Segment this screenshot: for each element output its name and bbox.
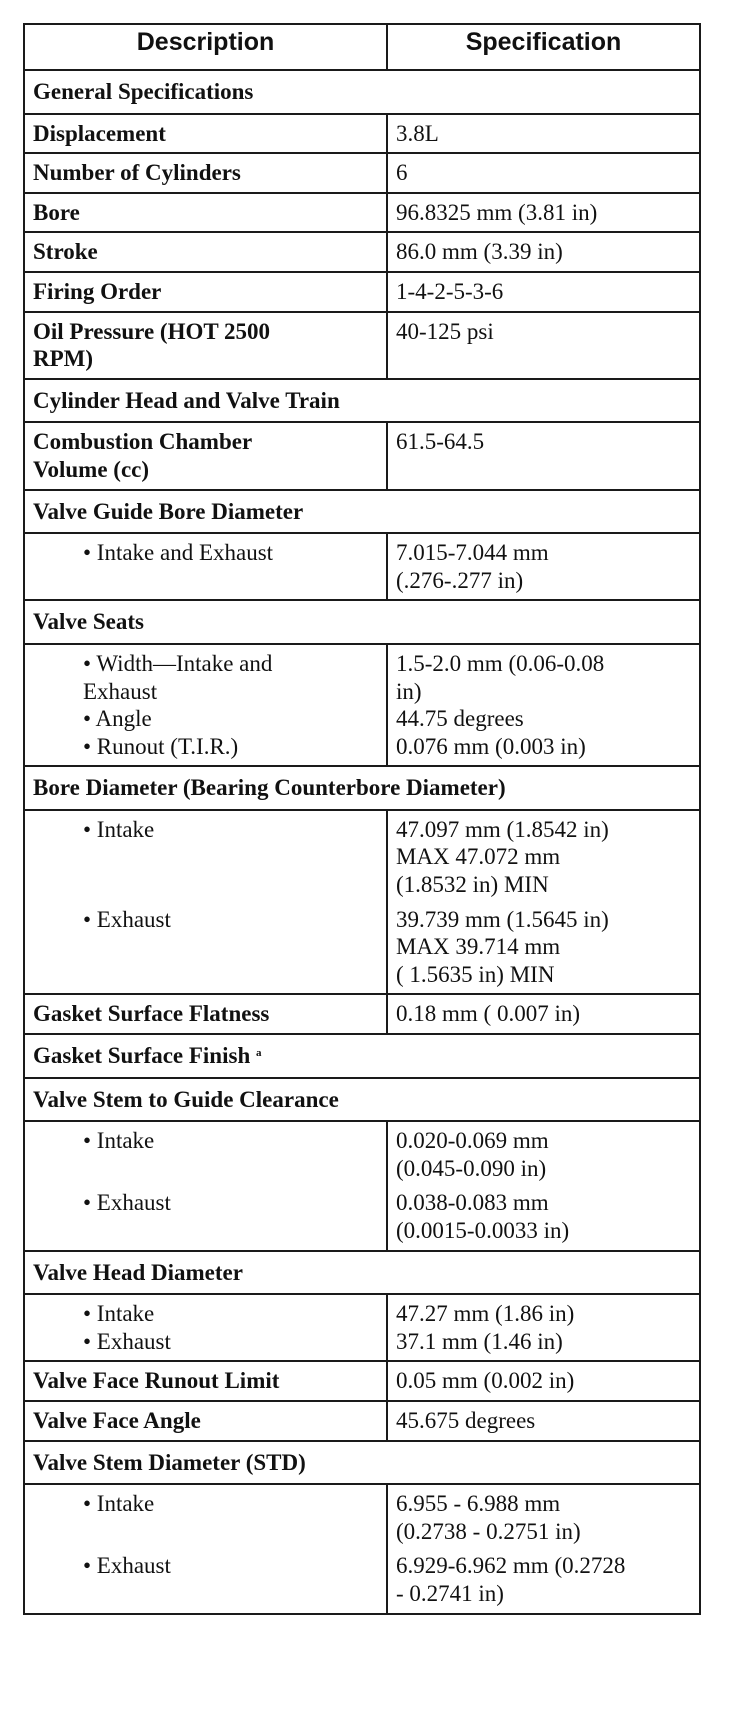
row-label [24, 422, 387, 489]
section-valve-guide-bore [24, 490, 700, 534]
row-label [24, 1484, 387, 1613]
row-label [24, 810, 387, 995]
table-row-bore-diameter [24, 810, 700, 995]
header-description: Description [24, 24, 387, 70]
row-value-line: 0.020-0.069 mm [396, 1128, 549, 1154]
row-value: 0.18 mm ( 0.007 in) [387, 994, 700, 1034]
row-value [387, 1294, 700, 1361]
row-label-line: Oil Pressure (HOT 2500 [33, 318, 271, 344]
row-label-line: • Exhaust [83, 1328, 171, 1354]
row-label-line: • Exhaust [83, 906, 171, 932]
row-value-line: - 0.2741 in) [396, 1580, 504, 1606]
row-label [24, 1294, 387, 1361]
row-value: 45.675 degrees [387, 1401, 700, 1441]
row-label [24, 1121, 387, 1250]
section-bore-diameter [24, 766, 700, 810]
section-valve-seats [24, 600, 700, 644]
row-value: 3.8L [387, 114, 700, 154]
row-value-line: 39.739 mm (1.5645 in) [396, 906, 609, 932]
row-value-line: (0.0015-0.0033 in) [396, 1218, 570, 1243]
row-label: Valve Face Runout Limit [24, 1361, 387, 1401]
row-value-line: MAX 39.714 mm [396, 934, 561, 960]
row-label-line: • Exhaust [83, 1190, 171, 1216]
footnote-marker: a [255, 1047, 262, 1060]
section-heading: Valve Stem to Guide Clearance [24, 1078, 700, 1122]
section-stem-diameter [24, 1441, 700, 1485]
table-row-stroke [24, 232, 700, 272]
row-value-line: in) [396, 678, 422, 704]
row-value-line: 47.097 mm (1.8542 in) [396, 816, 609, 842]
section-valve-head-diameter [24, 1251, 700, 1295]
row-value [387, 1484, 700, 1613]
row-value-line: 0.038-0.083 mm [396, 1190, 549, 1216]
table-row-stem-diameter [24, 1484, 700, 1613]
table-row-cylinders [24, 153, 700, 193]
row-value: 86.0 mm (3.39 in) [387, 232, 700, 272]
row-value-line: 1.5-2.0 mm (0.06-0.08 [396, 650, 605, 676]
row-value: 96.8325 mm (3.81 in) [387, 193, 700, 233]
row-label-line: • Intake [83, 1491, 155, 1517]
row-value-line: 44.75 degrees [396, 706, 524, 732]
row-value-line: 6.955 - 6.988 mm [396, 1491, 561, 1517]
section-cylinder-head-heading: Cylinder Head and Valve Train [24, 379, 700, 423]
table-row-stem-guide-clearance [24, 1121, 700, 1250]
section-heading: Valve Head Diameter [24, 1251, 700, 1295]
row-value: 1-4-2-5-3-6 [387, 272, 700, 312]
row-value [387, 810, 700, 995]
row-value [387, 1121, 700, 1250]
table-row-combustion-chamber [24, 422, 700, 489]
row-label-line: • Angle [83, 706, 152, 732]
table-row-bore [24, 193, 700, 233]
row-label: Displacement [24, 114, 387, 154]
table-row-displacement [24, 114, 700, 154]
row-value: 61.5-64.5 [387, 422, 700, 489]
row-value: 40-125 psi [387, 312, 700, 379]
row-value-line: 0.076 mm (0.003 in) [396, 733, 586, 759]
section-heading: Valve Guide Bore Diameter [24, 490, 700, 534]
header-row [24, 24, 700, 70]
row-label-line: Volume (cc) [33, 456, 150, 482]
row-label: Stroke [24, 232, 387, 272]
gasket-finish-label: Gasket Surface Finish [33, 1043, 251, 1069]
table-row-guide-bore-intake-exhaust [24, 533, 700, 600]
row-value: 6 [387, 153, 700, 193]
row-value-line: 37.1 mm (1.46 in) [396, 1328, 563, 1354]
row-value-line: (1.8532 in) MIN [396, 872, 549, 898]
row-label-line: • Intake [83, 816, 155, 842]
row-value: 0.05 mm (0.002 in) [387, 1361, 700, 1401]
section-heading: Valve Stem Diameter (STD) [24, 1441, 700, 1485]
row-value-line: 47.27 mm (1.86 in) [396, 1301, 575, 1327]
row-value-line: 7.015-7.044 mm [396, 540, 549, 566]
row-label-line: • Exhaust [83, 1553, 171, 1579]
row-value [387, 533, 700, 600]
row-label: • Intake and Exhaust [24, 533, 387, 600]
table-row-valve-head-diameter [24, 1294, 700, 1361]
table-row-face-angle [24, 1401, 700, 1441]
section-general [24, 70, 700, 114]
row-label: Bore [24, 193, 387, 233]
row-label: Number of Cylinders [24, 153, 387, 193]
row-value-line: (0.045-0.090 in) [396, 1155, 547, 1181]
row-value [387, 644, 700, 766]
row-value-line: ( 1.5635 in) MIN [396, 961, 555, 987]
table-row-valve-seats [24, 644, 700, 766]
row-label [24, 312, 387, 379]
section-cylinder-head [24, 379, 700, 423]
row-label-line: Combustion Chamber [33, 429, 253, 455]
row-label [24, 1034, 700, 1078]
row-label-line: • Intake [83, 1128, 155, 1154]
section-stem-guide-clearance [24, 1078, 700, 1122]
table-row-gasket-finish [24, 1034, 700, 1078]
row-value-line: (0.2738 - 0.2751 in) [396, 1518, 581, 1544]
row-label-line: • Intake [83, 1301, 155, 1327]
row-label-line: • Runout (T.I.R.) [83, 733, 239, 759]
row-label [24, 644, 387, 766]
table-row-face-runout-limit [24, 1361, 700, 1401]
table-row-oil-pressure [24, 312, 700, 379]
row-label-line: • Width—Intake and [83, 650, 273, 676]
section-general-heading: General Specifications [24, 70, 700, 114]
row-label-line: Exhaust [83, 678, 158, 704]
spec-table [23, 23, 701, 1615]
header-specification: Specification [387, 24, 700, 70]
row-value-line: (.276-.277 in) [396, 567, 524, 593]
section-heading: Bore Diameter (Bearing Counterbore Diameter) [24, 766, 700, 810]
row-label: Firing Order [24, 272, 387, 312]
section-heading: Valve Seats [24, 600, 700, 644]
row-label: Valve Face Angle [24, 1401, 387, 1441]
row-value-line: 6.929-6.962 mm (0.2728 [396, 1553, 626, 1579]
table-row-gasket-flatness [24, 994, 700, 1034]
row-label: Gasket Surface Flatness [24, 994, 387, 1034]
row-label-line: RPM) [33, 346, 94, 372]
row-value-line: MAX 47.072 mm [396, 844, 561, 870]
table-row-firing-order [24, 272, 700, 312]
